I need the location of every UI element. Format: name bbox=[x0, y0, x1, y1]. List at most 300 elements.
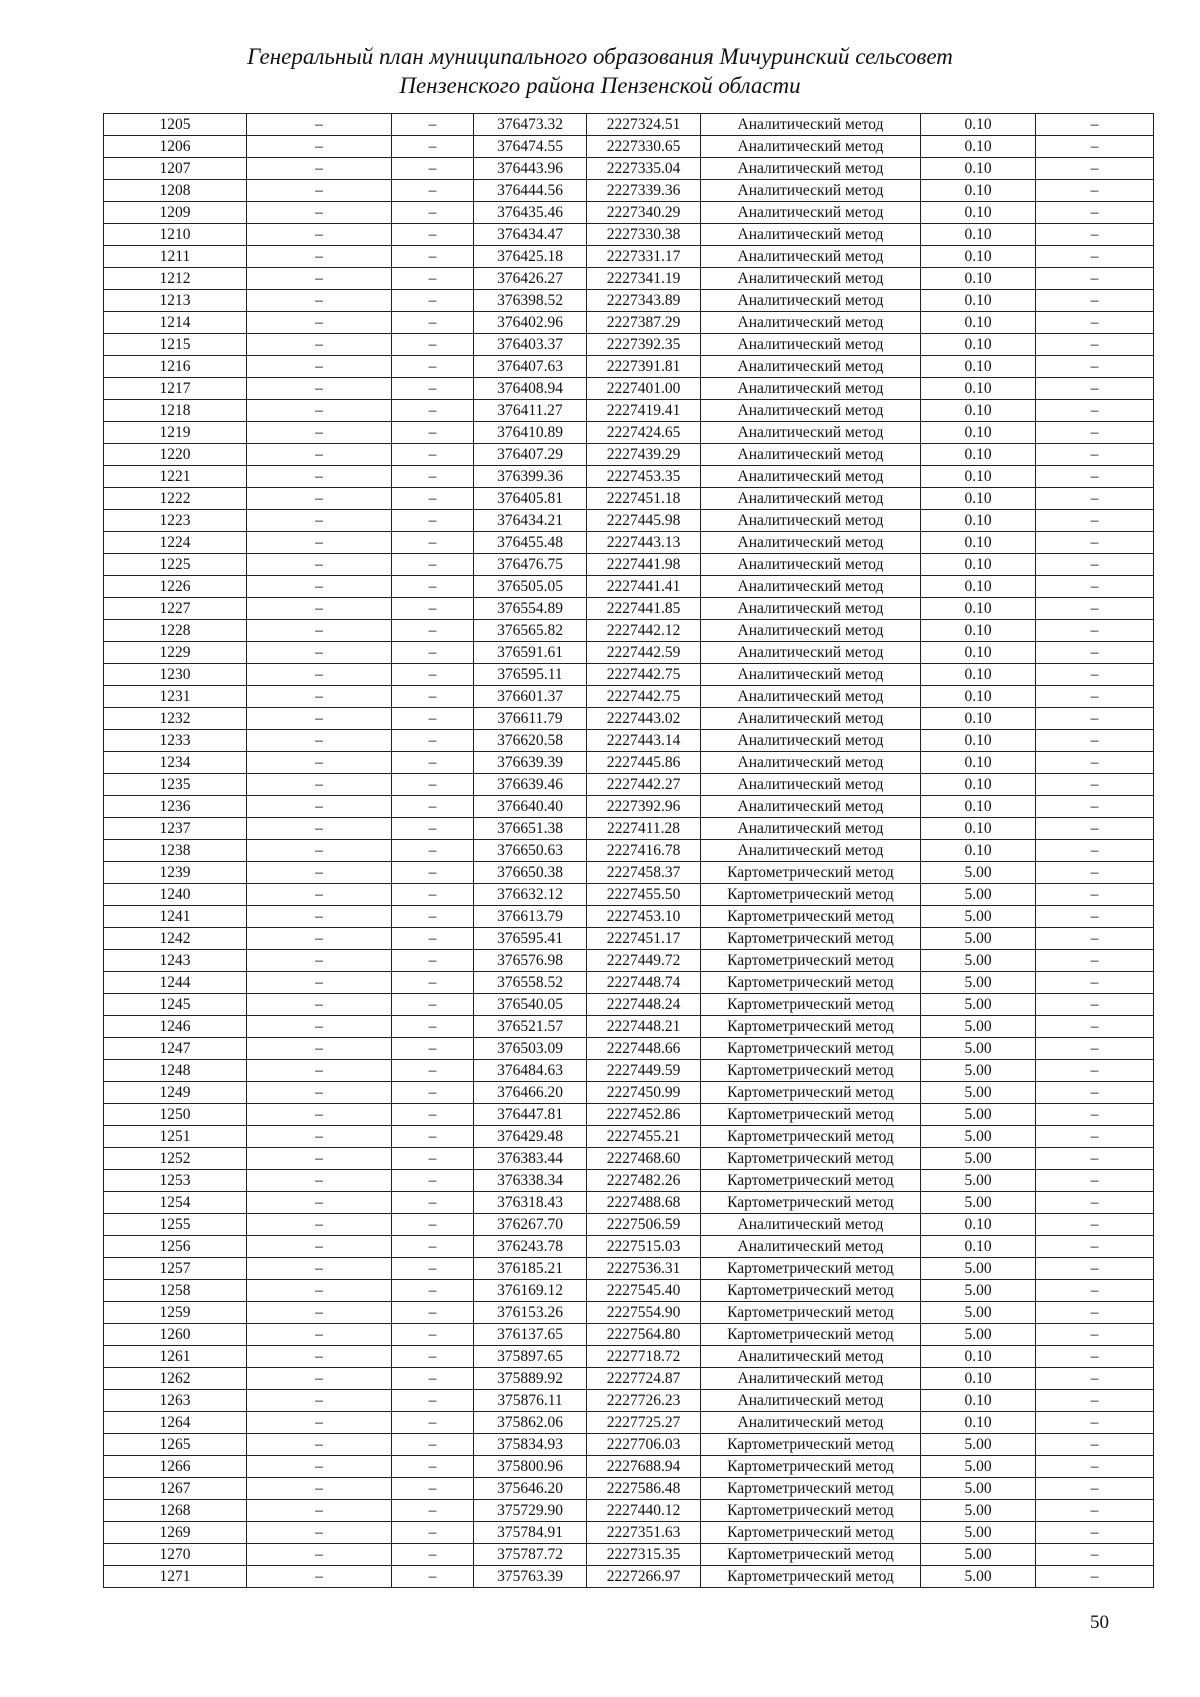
col-3-cell: – bbox=[392, 620, 474, 642]
accuracy-cell: 5.00 bbox=[921, 1566, 1036, 1588]
col-3-cell: – bbox=[392, 1544, 474, 1566]
col-2-cell: – bbox=[247, 598, 392, 620]
y-coordinate-cell: 2227443.14 bbox=[587, 730, 701, 752]
point-number-cell: 1264 bbox=[104, 1412, 247, 1434]
accuracy-cell: 0.10 bbox=[921, 752, 1036, 774]
accuracy-cell: 0.10 bbox=[921, 1368, 1036, 1390]
method-cell: Картометрический метод bbox=[701, 1544, 921, 1566]
accuracy-cell: 0.10 bbox=[921, 576, 1036, 598]
point-number-cell: 1221 bbox=[104, 466, 247, 488]
col-8-cell: – bbox=[1036, 1060, 1154, 1082]
accuracy-cell: 0.10 bbox=[921, 378, 1036, 400]
col-8-cell: – bbox=[1036, 532, 1154, 554]
point-number-cell: 1269 bbox=[104, 1522, 247, 1544]
accuracy-cell: 0.10 bbox=[921, 708, 1036, 730]
y-coordinate-cell: 2227445.86 bbox=[587, 752, 701, 774]
point-number-cell: 1241 bbox=[104, 906, 247, 928]
table-row bbox=[104, 1346, 1154, 1368]
method-cell: Аналитический метод bbox=[701, 202, 921, 224]
y-coordinate-cell: 2227724.87 bbox=[587, 1368, 701, 1390]
table-row bbox=[104, 818, 1154, 840]
col-8-cell: – bbox=[1036, 1324, 1154, 1346]
col-2-cell: – bbox=[247, 884, 392, 906]
col-2-cell: – bbox=[247, 290, 392, 312]
method-cell: Аналитический метод bbox=[701, 554, 921, 576]
x-coordinate-cell: 376399.36 bbox=[474, 466, 587, 488]
col-2-cell: – bbox=[247, 202, 392, 224]
point-number-cell: 1243 bbox=[104, 950, 247, 972]
col-8-cell: – bbox=[1036, 510, 1154, 532]
col-3-cell: – bbox=[392, 906, 474, 928]
col-3-cell: – bbox=[392, 1126, 474, 1148]
method-cell: Аналитический метод bbox=[701, 488, 921, 510]
table-row bbox=[104, 906, 1154, 928]
x-coordinate-cell: 376473.32 bbox=[474, 114, 587, 136]
method-cell: Картометрический метод bbox=[701, 1478, 921, 1500]
method-cell: Аналитический метод bbox=[701, 290, 921, 312]
col-3-cell: – bbox=[392, 1390, 474, 1412]
table-row bbox=[104, 180, 1154, 202]
y-coordinate-cell: 2227331.17 bbox=[587, 246, 701, 268]
table-row bbox=[104, 1478, 1154, 1500]
y-coordinate-cell: 2227448.74 bbox=[587, 972, 701, 994]
col-3-cell: – bbox=[392, 400, 474, 422]
x-coordinate-cell: 376632.12 bbox=[474, 884, 587, 906]
x-coordinate-cell: 376429.48 bbox=[474, 1126, 587, 1148]
x-coordinate-cell: 376169.12 bbox=[474, 1280, 587, 1302]
col-3-cell: – bbox=[392, 312, 474, 334]
point-number-cell: 1220 bbox=[104, 444, 247, 466]
y-coordinate-cell: 2227449.72 bbox=[587, 950, 701, 972]
point-number-cell: 1231 bbox=[104, 686, 247, 708]
accuracy-cell: 0.10 bbox=[921, 488, 1036, 510]
col-2-cell: – bbox=[247, 1082, 392, 1104]
col-2-cell: – bbox=[247, 1038, 392, 1060]
x-coordinate-cell: 376639.46 bbox=[474, 774, 587, 796]
table-row bbox=[104, 1214, 1154, 1236]
x-coordinate-cell: 376595.11 bbox=[474, 664, 587, 686]
x-coordinate-cell: 376403.37 bbox=[474, 334, 587, 356]
method-cell: Аналитический метод bbox=[701, 730, 921, 752]
col-8-cell: – bbox=[1036, 400, 1154, 422]
point-number-cell: 1230 bbox=[104, 664, 247, 686]
col-2-cell: – bbox=[247, 1258, 392, 1280]
col-3-cell: – bbox=[392, 202, 474, 224]
y-coordinate-cell: 2227343.89 bbox=[587, 290, 701, 312]
x-coordinate-cell: 376407.29 bbox=[474, 444, 587, 466]
col-3-cell: – bbox=[392, 554, 474, 576]
method-cell: Аналитический метод bbox=[701, 422, 921, 444]
x-coordinate-cell: 376540.05 bbox=[474, 994, 587, 1016]
col-3-cell: – bbox=[392, 884, 474, 906]
y-coordinate-cell: 2227340.29 bbox=[587, 202, 701, 224]
table-row bbox=[104, 708, 1154, 730]
col-2-cell: – bbox=[247, 1544, 392, 1566]
col-3-cell: – bbox=[392, 114, 474, 136]
col-8-cell: – bbox=[1036, 1082, 1154, 1104]
x-coordinate-cell: 376267.70 bbox=[474, 1214, 587, 1236]
accuracy-cell: 5.00 bbox=[921, 1324, 1036, 1346]
table-row bbox=[104, 686, 1154, 708]
col-3-cell: – bbox=[392, 1148, 474, 1170]
y-coordinate-cell: 2227341.19 bbox=[587, 268, 701, 290]
point-number-cell: 1268 bbox=[104, 1500, 247, 1522]
col-2-cell: – bbox=[247, 180, 392, 202]
col-3-cell: – bbox=[392, 972, 474, 994]
point-number-cell: 1212 bbox=[104, 268, 247, 290]
point-number-cell: 1250 bbox=[104, 1104, 247, 1126]
point-number-cell: 1233 bbox=[104, 730, 247, 752]
x-coordinate-cell: 376411.27 bbox=[474, 400, 587, 422]
col-2-cell: – bbox=[247, 136, 392, 158]
point-number-cell: 1222 bbox=[104, 488, 247, 510]
accuracy-cell: 5.00 bbox=[921, 1038, 1036, 1060]
method-cell: Картометрический метод bbox=[701, 1016, 921, 1038]
table-row bbox=[104, 356, 1154, 378]
accuracy-cell: 5.00 bbox=[921, 1192, 1036, 1214]
x-coordinate-cell: 376611.79 bbox=[474, 708, 587, 730]
col-3-cell: – bbox=[392, 686, 474, 708]
col-3-cell: – bbox=[392, 642, 474, 664]
point-number-cell: 1258 bbox=[104, 1280, 247, 1302]
x-coordinate-cell: 375834.93 bbox=[474, 1434, 587, 1456]
col-2-cell: – bbox=[247, 1236, 392, 1258]
x-coordinate-cell: 376505.05 bbox=[474, 576, 587, 598]
x-coordinate-cell: 376640.40 bbox=[474, 796, 587, 818]
x-coordinate-cell: 376434.21 bbox=[474, 510, 587, 532]
y-coordinate-cell: 2227411.28 bbox=[587, 818, 701, 840]
table-row bbox=[104, 554, 1154, 576]
table-row bbox=[104, 620, 1154, 642]
method-cell: Аналитический метод bbox=[701, 356, 921, 378]
accuracy-cell: 5.00 bbox=[921, 1478, 1036, 1500]
table-row bbox=[104, 884, 1154, 906]
x-coordinate-cell: 375876.11 bbox=[474, 1390, 587, 1412]
accuracy-cell: 5.00 bbox=[921, 1104, 1036, 1126]
method-cell: Картометрический метод bbox=[701, 1500, 921, 1522]
y-coordinate-cell: 2227443.13 bbox=[587, 532, 701, 554]
method-cell: Картометрический метод bbox=[701, 1522, 921, 1544]
method-cell: Аналитический метод bbox=[701, 1346, 921, 1368]
col-2-cell: – bbox=[247, 1214, 392, 1236]
point-number-cell: 1219 bbox=[104, 422, 247, 444]
accuracy-cell: 5.00 bbox=[921, 1280, 1036, 1302]
point-number-cell: 1223 bbox=[104, 510, 247, 532]
point-number-cell: 1211 bbox=[104, 246, 247, 268]
y-coordinate-cell: 2227448.21 bbox=[587, 1016, 701, 1038]
col-3-cell: – bbox=[392, 532, 474, 554]
table-row bbox=[104, 1302, 1154, 1324]
method-cell: Картометрический метод bbox=[701, 1170, 921, 1192]
accuracy-cell: 5.00 bbox=[921, 1302, 1036, 1324]
col-8-cell: – bbox=[1036, 422, 1154, 444]
point-number-cell: 1235 bbox=[104, 774, 247, 796]
table-row bbox=[104, 730, 1154, 752]
col-3-cell: – bbox=[392, 422, 474, 444]
col-3-cell: – bbox=[392, 1456, 474, 1478]
x-coordinate-cell: 376651.38 bbox=[474, 818, 587, 840]
page-number: 50 bbox=[1090, 1612, 1109, 1633]
method-cell: Аналитический метод bbox=[701, 818, 921, 840]
point-number-cell: 1257 bbox=[104, 1258, 247, 1280]
y-coordinate-cell: 2227392.96 bbox=[587, 796, 701, 818]
col-8-cell: – bbox=[1036, 334, 1154, 356]
col-3-cell: – bbox=[392, 1478, 474, 1500]
method-cell: Картометрический метод bbox=[701, 1566, 921, 1588]
point-number-cell: 1256 bbox=[104, 1236, 247, 1258]
col-2-cell: – bbox=[247, 334, 392, 356]
point-number-cell: 1226 bbox=[104, 576, 247, 598]
accuracy-cell: 0.10 bbox=[921, 774, 1036, 796]
x-coordinate-cell: 376601.37 bbox=[474, 686, 587, 708]
point-number-cell: 1244 bbox=[104, 972, 247, 994]
accuracy-cell: 0.10 bbox=[921, 1346, 1036, 1368]
accuracy-cell: 0.10 bbox=[921, 202, 1036, 224]
col-2-cell: – bbox=[247, 708, 392, 730]
point-number-cell: 1247 bbox=[104, 1038, 247, 1060]
point-number-cell: 1209 bbox=[104, 202, 247, 224]
table-row bbox=[104, 862, 1154, 884]
col-8-cell: – bbox=[1036, 994, 1154, 1016]
col-2-cell: – bbox=[247, 268, 392, 290]
col-3-cell: – bbox=[392, 378, 474, 400]
col-3-cell: – bbox=[392, 1522, 474, 1544]
method-cell: Картометрический метод bbox=[701, 1324, 921, 1346]
col-8-cell: – bbox=[1036, 180, 1154, 202]
method-cell: Аналитический метод bbox=[701, 774, 921, 796]
col-8-cell: – bbox=[1036, 818, 1154, 840]
col-3-cell: – bbox=[392, 752, 474, 774]
method-cell: Аналитический метод bbox=[701, 840, 921, 862]
col-3-cell: – bbox=[392, 1236, 474, 1258]
table-row bbox=[104, 928, 1154, 950]
y-coordinate-cell: 2227718.72 bbox=[587, 1346, 701, 1368]
table-row bbox=[104, 994, 1154, 1016]
coordinates-table bbox=[103, 113, 1154, 1588]
method-cell: Аналитический метод bbox=[701, 532, 921, 554]
y-coordinate-cell: 2227545.40 bbox=[587, 1280, 701, 1302]
y-coordinate-cell: 2227439.29 bbox=[587, 444, 701, 466]
col-8-cell: – bbox=[1036, 1126, 1154, 1148]
method-cell: Аналитический метод bbox=[701, 444, 921, 466]
x-coordinate-cell: 376447.81 bbox=[474, 1104, 587, 1126]
col-2-cell: – bbox=[247, 400, 392, 422]
col-3-cell: – bbox=[392, 1258, 474, 1280]
col-2-cell: – bbox=[247, 224, 392, 246]
col-8-cell: – bbox=[1036, 1104, 1154, 1126]
col-2-cell: – bbox=[247, 1478, 392, 1500]
x-coordinate-cell: 376455.48 bbox=[474, 532, 587, 554]
col-8-cell: – bbox=[1036, 752, 1154, 774]
col-2-cell: – bbox=[247, 840, 392, 862]
y-coordinate-cell: 2227324.51 bbox=[587, 114, 701, 136]
y-coordinate-cell: 2227458.37 bbox=[587, 862, 701, 884]
y-coordinate-cell: 2227455.21 bbox=[587, 1126, 701, 1148]
table-row bbox=[104, 510, 1154, 532]
col-3-cell: – bbox=[392, 664, 474, 686]
y-coordinate-cell: 2227330.65 bbox=[587, 136, 701, 158]
method-cell: Аналитический метод bbox=[701, 180, 921, 202]
accuracy-cell: 5.00 bbox=[921, 862, 1036, 884]
col-2-cell: – bbox=[247, 1170, 392, 1192]
col-3-cell: – bbox=[392, 1280, 474, 1302]
col-2-cell: – bbox=[247, 356, 392, 378]
x-coordinate-cell: 375729.90 bbox=[474, 1500, 587, 1522]
point-number-cell: 1224 bbox=[104, 532, 247, 554]
table-row bbox=[104, 1016, 1154, 1038]
col-8-cell: – bbox=[1036, 158, 1154, 180]
col-3-cell: – bbox=[392, 1082, 474, 1104]
y-coordinate-cell: 2227266.97 bbox=[587, 1566, 701, 1588]
point-number-cell: 1215 bbox=[104, 334, 247, 356]
x-coordinate-cell: 376595.41 bbox=[474, 928, 587, 950]
col-3-cell: – bbox=[392, 1500, 474, 1522]
method-cell: Аналитический метод bbox=[701, 224, 921, 246]
point-number-cell: 1208 bbox=[104, 180, 247, 202]
table-row bbox=[104, 312, 1154, 334]
col-2-cell: – bbox=[247, 994, 392, 1016]
table-row bbox=[104, 1280, 1154, 1302]
accuracy-cell: 5.00 bbox=[921, 1258, 1036, 1280]
point-number-cell: 1245 bbox=[104, 994, 247, 1016]
col-2-cell: – bbox=[247, 862, 392, 884]
x-coordinate-cell: 376153.26 bbox=[474, 1302, 587, 1324]
point-number-cell: 1234 bbox=[104, 752, 247, 774]
col-2-cell: – bbox=[247, 246, 392, 268]
point-number-cell: 1227 bbox=[104, 598, 247, 620]
method-cell: Аналитический метод bbox=[701, 114, 921, 136]
col-3-cell: – bbox=[392, 818, 474, 840]
col-2-cell: – bbox=[247, 972, 392, 994]
point-number-cell: 1216 bbox=[104, 356, 247, 378]
x-coordinate-cell: 376576.98 bbox=[474, 950, 587, 972]
accuracy-cell: 5.00 bbox=[921, 884, 1036, 906]
point-number-cell: 1266 bbox=[104, 1456, 247, 1478]
point-number-cell: 1260 bbox=[104, 1324, 247, 1346]
col-3-cell: – bbox=[392, 576, 474, 598]
col-3-cell: – bbox=[392, 708, 474, 730]
col-8-cell: – bbox=[1036, 1434, 1154, 1456]
y-coordinate-cell: 2227441.41 bbox=[587, 576, 701, 598]
method-cell: Аналитический метод bbox=[701, 752, 921, 774]
x-coordinate-cell: 376402.96 bbox=[474, 312, 587, 334]
y-coordinate-cell: 2227450.99 bbox=[587, 1082, 701, 1104]
accuracy-cell: 0.10 bbox=[921, 818, 1036, 840]
y-coordinate-cell: 2227451.17 bbox=[587, 928, 701, 950]
method-cell: Аналитический метод bbox=[701, 1412, 921, 1434]
method-cell: Аналитический метод bbox=[701, 1214, 921, 1236]
method-cell: Картометрический метод bbox=[701, 1192, 921, 1214]
col-2-cell: – bbox=[247, 1346, 392, 1368]
col-3-cell: – bbox=[392, 224, 474, 246]
accuracy-cell: 0.10 bbox=[921, 114, 1036, 136]
col-2-cell: – bbox=[247, 1456, 392, 1478]
method-cell: Аналитический метод bbox=[701, 312, 921, 334]
table-row bbox=[104, 1258, 1154, 1280]
accuracy-cell: 0.10 bbox=[921, 598, 1036, 620]
point-number-cell: 1252 bbox=[104, 1148, 247, 1170]
col-3-cell: – bbox=[392, 444, 474, 466]
point-number-cell: 1239 bbox=[104, 862, 247, 884]
x-coordinate-cell: 376620.58 bbox=[474, 730, 587, 752]
col-8-cell: – bbox=[1036, 1566, 1154, 1588]
col-3-cell: – bbox=[392, 1302, 474, 1324]
col-8-cell: – bbox=[1036, 1236, 1154, 1258]
table-row bbox=[104, 1522, 1154, 1544]
col-3-cell: – bbox=[392, 1434, 474, 1456]
accuracy-cell: 5.00 bbox=[921, 1544, 1036, 1566]
table-row bbox=[104, 752, 1154, 774]
x-coordinate-cell: 376383.44 bbox=[474, 1148, 587, 1170]
point-number-cell: 1214 bbox=[104, 312, 247, 334]
col-8-cell: – bbox=[1036, 664, 1154, 686]
y-coordinate-cell: 2227515.03 bbox=[587, 1236, 701, 1258]
col-8-cell: – bbox=[1036, 1500, 1154, 1522]
table-row bbox=[104, 1038, 1154, 1060]
method-cell: Картометрический метод bbox=[701, 1302, 921, 1324]
method-cell: Аналитический метод bbox=[701, 246, 921, 268]
col-3-cell: – bbox=[392, 290, 474, 312]
table-row bbox=[104, 334, 1154, 356]
y-coordinate-cell: 2227449.59 bbox=[587, 1060, 701, 1082]
method-cell: Аналитический метод bbox=[701, 136, 921, 158]
y-coordinate-cell: 2227391.81 bbox=[587, 356, 701, 378]
accuracy-cell: 0.10 bbox=[921, 400, 1036, 422]
point-number-cell: 1262 bbox=[104, 1368, 247, 1390]
table-row bbox=[104, 796, 1154, 818]
accuracy-cell: 5.00 bbox=[921, 1456, 1036, 1478]
table-row bbox=[104, 1412, 1154, 1434]
col-2-cell: – bbox=[247, 422, 392, 444]
accuracy-cell: 0.10 bbox=[921, 1412, 1036, 1434]
col-3-cell: – bbox=[392, 774, 474, 796]
table-row bbox=[104, 1324, 1154, 1346]
accuracy-cell: 0.10 bbox=[921, 1214, 1036, 1236]
x-coordinate-cell: 376591.61 bbox=[474, 642, 587, 664]
method-cell: Аналитический метод bbox=[701, 620, 921, 642]
y-coordinate-cell: 2227453.10 bbox=[587, 906, 701, 928]
method-cell: Картометрический метод bbox=[701, 1082, 921, 1104]
accuracy-cell: 0.10 bbox=[921, 686, 1036, 708]
col-3-cell: – bbox=[392, 268, 474, 290]
col-2-cell: – bbox=[247, 1368, 392, 1390]
col-2-cell: – bbox=[247, 774, 392, 796]
col-8-cell: – bbox=[1036, 642, 1154, 664]
col-3-cell: – bbox=[392, 1324, 474, 1346]
col-3-cell: – bbox=[392, 180, 474, 202]
table-row bbox=[104, 114, 1154, 136]
point-number-cell: 1270 bbox=[104, 1544, 247, 1566]
col-2-cell: – bbox=[247, 378, 392, 400]
method-cell: Картометрический метод bbox=[701, 1280, 921, 1302]
point-number-cell: 1217 bbox=[104, 378, 247, 400]
col-2-cell: – bbox=[247, 1522, 392, 1544]
accuracy-cell: 5.00 bbox=[921, 994, 1036, 1016]
x-coordinate-cell: 376466.20 bbox=[474, 1082, 587, 1104]
col-8-cell: – bbox=[1036, 268, 1154, 290]
col-8-cell: – bbox=[1036, 686, 1154, 708]
point-number-cell: 1259 bbox=[104, 1302, 247, 1324]
col-3-cell: – bbox=[392, 466, 474, 488]
col-2-cell: – bbox=[247, 752, 392, 774]
y-coordinate-cell: 2227442.75 bbox=[587, 686, 701, 708]
method-cell: Картометрический метод bbox=[701, 1456, 921, 1478]
col-8-cell: – bbox=[1036, 1456, 1154, 1478]
y-coordinate-cell: 2227448.24 bbox=[587, 994, 701, 1016]
col-3-cell: – bbox=[392, 1060, 474, 1082]
col-8-cell: – bbox=[1036, 950, 1154, 972]
x-coordinate-cell: 376426.27 bbox=[474, 268, 587, 290]
